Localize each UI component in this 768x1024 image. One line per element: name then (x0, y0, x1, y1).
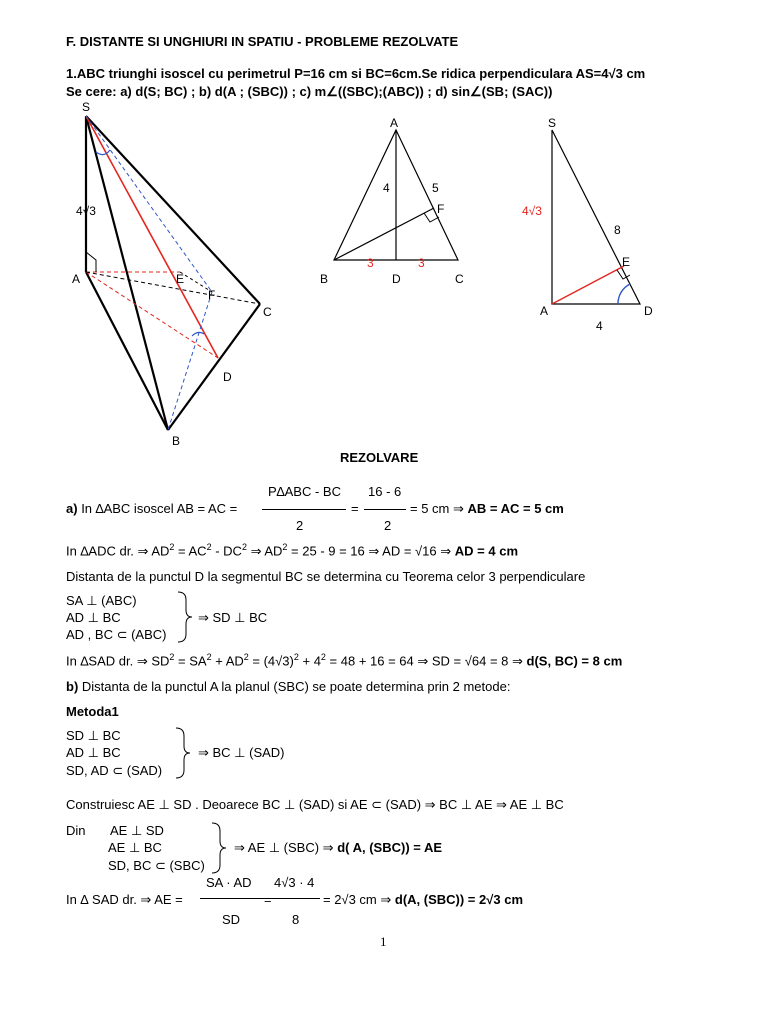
sq-sup: 2 (206, 652, 212, 662)
fig1-label-s: S (82, 100, 91, 114)
part-a-line2-pre: In ∆ADC dr. ⇒ AD (66, 543, 170, 559)
sys1-line1: SA ⊥ (ABC) (66, 593, 137, 608)
figure1-pyramid (86, 116, 260, 430)
part-a-frac-num: P∆ABC - BC (268, 484, 341, 499)
part-a-line1-post-text: = 5 cm ⇒ (410, 501, 464, 516)
fig2-label-c: C (455, 272, 464, 286)
din-label: Din (66, 823, 86, 838)
sys1-line3: AD , BC ⊂ (ABC) (66, 627, 167, 642)
fig3-label-d: D (644, 304, 653, 318)
fig1-label-b: B (172, 434, 181, 448)
fig2-label-a: A (390, 116, 399, 130)
sys2-line2: AD ⊥ BC (66, 745, 121, 760)
sq-sup: 2 (169, 652, 175, 662)
part-a-line2 (66, 542, 518, 559)
part-a-line2-mid2: - DC (211, 543, 242, 559)
sys3-result (234, 840, 442, 856)
part-b-intro-text: Distanta de la punctul A la planul (SBC) se poate determina prin 2 metode: (81, 679, 511, 694)
final-result: d(A, (SBC)) = 2√3 cm (394, 892, 524, 907)
figures-canvas (0, 0, 768, 460)
final-frac-den2: 8 (292, 912, 300, 927)
sys1-line2: AD ⊥ BC (66, 610, 121, 625)
fig2-label-dc: 3 (418, 256, 425, 270)
fig3-label-sa: 4√3 (522, 204, 542, 218)
final-frac-num1: SA · AD (206, 875, 252, 890)
fig2-label-d: D (392, 272, 401, 286)
part-a-result-sd: d(S, BC) = 8 cm (526, 653, 623, 669)
part-a-result-ad: AD = 4 cm (454, 543, 519, 559)
fig1-label-f: F (208, 288, 216, 302)
final-pre: In ∆ SAD dr. ⇒ AE = (66, 892, 183, 907)
part-a-line4-e: + 4 (298, 653, 321, 669)
construiesc-line: Construiesc AE ⊥ SD . Deoarece BC ⊥ (SAD) si AE ⊂ (SAD) ⇒ BC ⊥ AE ⇒ AE ⊥ BC (66, 797, 564, 812)
sq-sup: 2 (320, 652, 326, 662)
metoda-heading: Metoda1 (66, 704, 119, 719)
fig2-label-b: B (320, 272, 329, 286)
part-a-line4-c: + AD (211, 653, 244, 669)
part-a-line4-b: = SA (174, 653, 207, 669)
fig1-label-d: D (223, 370, 232, 384)
section-heading-rezolvare: REZOLVARE (340, 450, 419, 465)
final-frac-den1: SD (222, 912, 241, 927)
sq-sup: 2 (241, 542, 247, 552)
final-post-text: = 2√3 cm ⇒ (323, 892, 392, 907)
final-post (323, 892, 523, 908)
part-a-line4 (66, 652, 622, 669)
page-title: F. DISTANTE SI UNGHIURI IN SPATIU - PROBLEME REZOLVATE (66, 34, 459, 49)
fig1-label-e: E (176, 272, 185, 286)
sq-sup: 2 (169, 542, 175, 552)
part-a-line1-post (410, 501, 564, 517)
sys2-result: ⇒ BC ⊥ (SAD) (198, 745, 285, 760)
page-number: 1 (380, 934, 387, 949)
sq-sup: 2 (293, 652, 299, 662)
part-a-line1 (66, 501, 237, 516)
sys3-line1: AE ⊥ SD (110, 823, 164, 838)
sys3-result-text: ⇒ AE ⊥ (SBC) ⇒ (234, 840, 334, 855)
figure3-right-triangle (552, 130, 640, 304)
sys3-line2: AE ⊥ BC (108, 840, 162, 855)
sys3-result-bold: d( A, (SBC)) = AE (337, 840, 443, 855)
final-eq: = (264, 892, 272, 907)
sys1-result: ⇒ SD ⊥ BC (198, 610, 268, 625)
part-a-line2-post: ⇒ AD (246, 543, 283, 559)
fig3-label-s: S (548, 116, 557, 130)
sq-sup: 2 (206, 542, 212, 552)
part-a-result-ab: AB = AC = 5 cm (467, 501, 564, 516)
problem-statement-line1: 1.ABC triunghi isoscel cu perimetrul P=16 cm si BC=6cm.Se ridica perpendiculara AS=4√3 cm (66, 66, 646, 81)
sys3-line3: SD, BC ⊂ (SBC) (108, 858, 205, 873)
fig2-label-bd: 3 (367, 256, 374, 270)
fig2-label-af: 5 (432, 181, 439, 195)
fig1-label-c: C (263, 305, 272, 319)
part-a-frac-den: 2 (296, 518, 304, 533)
part-a-line1-pre: In ∆ABC isoscel AB = AC = (81, 501, 238, 516)
fig3-label-a: A (540, 304, 549, 318)
final-frac-num2: 4√3 · 4 (274, 875, 315, 890)
figure2-triangle (334, 130, 458, 260)
part-a-frac-den2: 2 (384, 518, 392, 533)
fig2-label-f: F (437, 202, 445, 216)
sys2-line3: SD, AD ⊂ (SAD) (66, 763, 163, 778)
part-a-line4-f: = 48 + 16 = 64 ⇒ SD = √64 = 8 ⇒ (325, 653, 523, 669)
part-a-line2-end: = 25 - 9 = 16 ⇒ AD = √16 ⇒ (287, 543, 452, 559)
fig3-label-e: E (622, 255, 631, 269)
part-a-line2-mid: = AC (174, 543, 207, 559)
part-a-label: a) (66, 501, 78, 516)
part-b-intro (66, 679, 510, 694)
fig3-label-ad: 4 (596, 319, 603, 333)
part-a-line4-a: In ∆SAD dr. ⇒ SD (66, 653, 170, 669)
fig1-label-as: 4√3 (76, 204, 96, 218)
part-b-label: b) (66, 679, 79, 694)
part-a-frac-num2: 16 - 6 (368, 484, 402, 499)
fig2-label-ad: 4 (383, 181, 390, 195)
sq-sup: 2 (243, 652, 249, 662)
part-a-line4-d: = (4√3) (248, 653, 294, 669)
part-a-eq: = (351, 501, 359, 516)
sq-sup: 2 (282, 542, 288, 552)
fig1-label-a: A (72, 272, 81, 286)
fig3-label-sd: 8 (614, 223, 621, 237)
part-a-line3: Distanta de la punctul D la segmentul BC se determina cu Teorema celor 3 perpendiculare (66, 569, 586, 584)
sys2-line1: SD ⊥ BC (66, 728, 121, 743)
problem-statement-line2: Se cere: a) d(S; BC) ; b) d(A ; (SBC)) ; c) m∠((SBC);(ABC)) ; d) sin∠(SB; (SAC)) (66, 84, 553, 99)
